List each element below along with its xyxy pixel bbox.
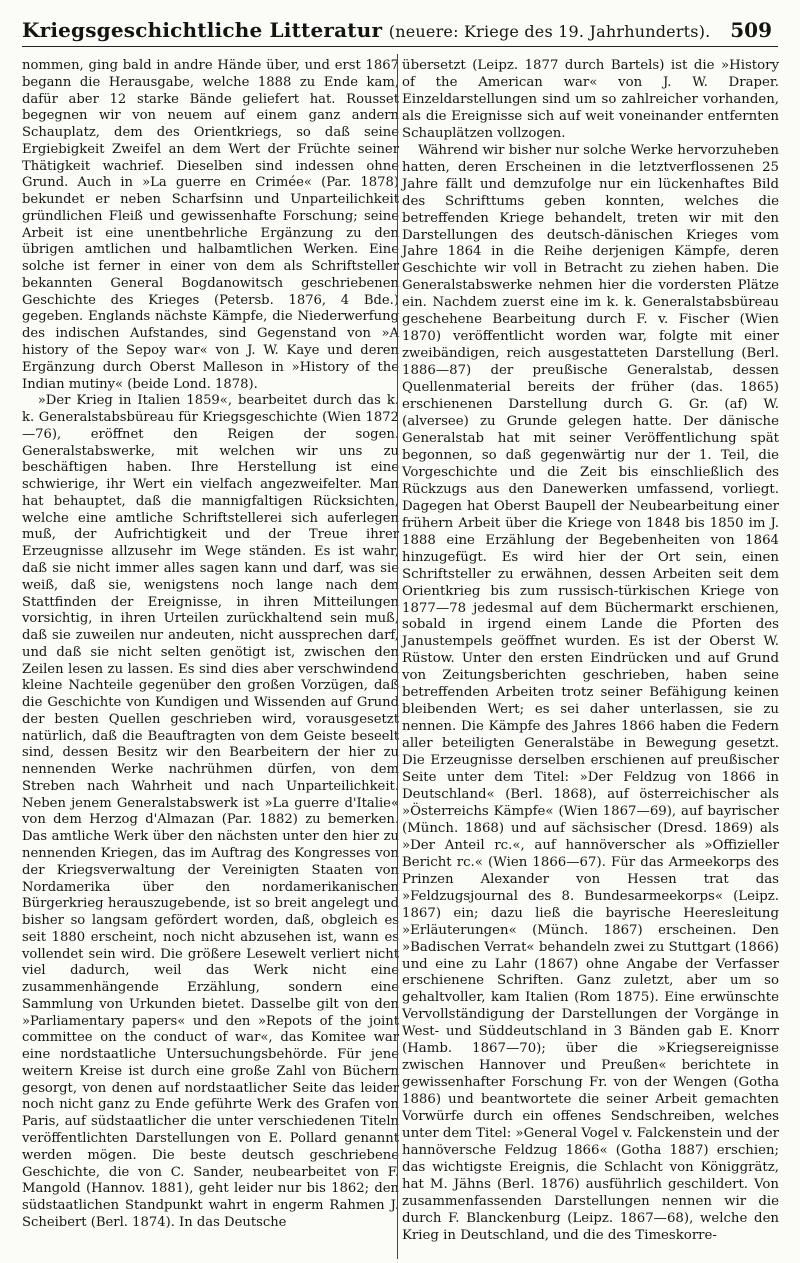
left-column (22, 58, 399, 1232)
right-paragraph-2: Während wir bisher nur solche Werke hervorzuheben hatten, deren Erscheinen in die letztverflossenen 25 Jahre fällt und demzufolge nur ein lückenhaftes Bild des Schrifttums geben konnten, welches die betreffenden Kriege behandelt, treten wir mit den Darstellungen des deutsch-dänischen Krieges vom Jahre 1864 in die Reihe derjenigen Kämpfe, deren Geschichte wir voll in Betracht zu ziehen haben. Die Generalstabswerke nehmen hier die vordersten Plätze ein. Nachdem zuerst eine im k. k. Generalstabsbüreau geschehene Bearbeitung durch F. v. Fischer (Wien 1870) veröffentlicht worden war, folgte mit einer zweibändigen, reich ausgestatteten Darstellung (Berl. 1886—87) der preußische Generalstab, dessen Quellenmaterial bereits der früher (das. 1865) erschienenen Darstellung durch G. Gr. (af) W. (alversee) zu Grunde gelegen hatte. Der dänische Generalstab hat mit seiner Veröffentlichung spät begonnen, so daß gegenwärtig nur der 1. Teil, die Vorgeschichte und die Zeit bis einschließlich des Rückzugs aus den Danewerken umfassend, vorliegt. Dagegen hat Oberst Baupell der Neubearbeitung einer frühern Arbeit über die Kriege von 1848 bis 1850 im J. 1888 eine Erzählung der Begebenheiten von 1864 hinzugefügt. Es wird hier der Ort sein, einen Schriftsteller zu erwähnen, dessen Arbeiten seit dem Orientkrieg bis zum russisch-türkischen Kriege von 1877—78 jedesmal auf dem Büchermarkt erschienen, sobald in irgend einem Lande die Pforten des Janustempels geöffnet wurden. Es ist der Oberst W. Rüstow. Unter den ersten Eindrücken und auf Grund von Zeitungsberichten geschrieben, haben seine betreffenden Arbeiten trotz seiner Befähigung keinen bleibenden Wert; es sei daher unterlassen, sie zu nennen. Die Kämpfe des Jahres 1866 haben die Federn aller beteiligten Generalstäbe in Bewegung gesetzt. Die Erzeugnisse derselben erschienen auf preußischer Seite unter dem Titel: »Der Feldzug von 1866 in Deutschland« (Berl. 1868), auf österreichischer als »Österreichs Kämpfe« (Wien 1867—69), auf bayrischer (Münch. 1868) und auf sächsischer (Dresd. 1869) als »Der Anteil rc.«, auf hannöverscher als »Offizieller Bericht rc.« (Wien 1866—67). Für das Armeekorps des Prinzen Alexander von Hessen trat das »Feldzugsjournal des 8. Bundesarmeekorps« (Leipz. 1867) ein; dazu ließ die bayrische Heeresleitung »Erläuterungen« (Münch. 1867) erscheinen. Den »Badischen Verrat« behandeln zwei zu Stuttgart (1866) und eine zu Lahr (1867) ohne Angabe der Verfasser erschienene Schriften. Ganz zuletzt, aber um so gehaltvoller, kam Italien (Rom 1875). Eine erwünschte Vervollständigung der Darstellungen der Vorgänge in West- und Süddeutschland in 3 Bänden gab E. Knorr (Hamb. 1867—70); über die »Kriegsereignisse zwischen Hannover und Preußen« berichtete in gewissenhafter Forschung Fr. von der Wengen (Gotha 1886) und beantwortete die seiner Arbeit gemachten Vorwürfe durch ein offenes Sendschreiben, welches unter dem Titel: »General Vogel v. Falckenstein und der hannöversche Feldzug 1866« (Gotha 1887) erschien; das wichtigste Ereignis, die Schlacht von Königgrätz, hat M. Jähns (Berl. 1876) ausführlich geschildert. Von zusammenfassenden Darstellungen nennen wir die durch F. Blanckenburg (Leipz. 1867—68), welche den Krieg in Deutschland, und die des Timeskorre- (402, 142, 780, 1243)
right-paragraph-1: übersetzt (Leipz. 1877 durch Bartels) ist die »History of the American war« von J. W. Draper. Einzeldarstellungen sind um so zahlreicher vorhanden, als die Ereignisse sich auf weit voneinander entfernten Schauplätzen vollzogen. (402, 58, 779, 141)
running-title (22, 18, 711, 42)
page-number: 509 (730, 18, 772, 42)
running-title-main: Kriegsgeschichtliche Litteratur (22, 18, 383, 42)
running-head (22, 10, 778, 47)
right-column (402, 58, 779, 1245)
column-divider (397, 54, 398, 1259)
left-paragraph-1: nommen, ging bald in andre Hände über, und erst 1867 begann die Herausgabe, welche 1888 zu Ende kam, dafür aber 12 starke Bände geliefert hat. Rousset begegnen wir von neuem auf einem ganz andern Schauplatz, dem des Orientkriegs, so daß seine Ergiebigkeit Zweifel an dem Wert der Früchte seiner Thätigkeit wachrief. Dieselben sind indessen ohne Grund. Auch in »La guerre en Crimée« (Par. 1878) bekundet er neben Scharfsinn und Unparteilichkeit gründlichen Fleiß und gewissenhafte Forschung; seine Arbeit ist eine unentbehrliche Ergänzung zu den übrigen amtlichen und halbamtlichen Werken. Eine solche ist ferner in einer von dem als Schriftsteller bekannten General Bogdanowitsch geschriebenen Geschichte des Krieges (Petersb. 1876, 4 Bde.) gegeben. Englands nächste Kämpfe, die Niederwerfung des indischen Aufstandes, sind Gegenstand von »A history of the Sepoy war« von J. W. Kaye und deren Ergänzung durch Oberst Malleson in »History of the Indian mutiny« (beide Lond. 1878). (22, 58, 399, 392)
left-paragraph-2: »Der Krieg in Italien 1859«, bearbeitet durch das k. k. Generalstabsbüreau für Kriegsgeschichte (Wien 1872—76), eröffnet den Reigen der sogen. Generalstabswerke, mit welchen wir uns zu beschäftigen haben. Ihre Herstellung ist eine schwierige, ihr Wert ein vielfach angezweifelter. Man hat behauptet, daß die mannigfaltigen Rücksichten, welche eine amtliche Schriftstellerei sich auferlegen muß, der Aufrichtigkeit und der Treue ihrer Erzeugnisse allzusehr im Wege ständen. Es ist wahr, daß sie nicht immer alles sagen kann und darf, was sie weiß, daß sie, wenigstens noch lange nach dem Stattfinden der Ereignisse, in ihren Mitteilungen vorsichtig, in ihren Urteilen zurückhaltend sein muß, daß sie zuweilen nur andeuten, nicht aussprechen darf, und daß sie nicht selten genötigt ist, zwischen den Zeilen lesen zu lassen. Es sind dies aber verschwindend kleine Nachteile gegenüber den großen Vorzügen, daß die Geschichte von Kundigen und Wissenden auf Grund der besten Quellen geschrieben wird, vorausgesetzt natürlich, daß die Beauftragten von dem Geiste beseelt sind, dessen Besitz wir den Bearbeitern der hier zu nennenden Werke nachrühmen dürfen, von dem Streben nach Wahrheit und nach Unparteilichkeit. Neben jenem Generalstabswerk ist »La guerre d'Italie« von dem Herzog d'Almazan (Par. 1882) zu bemerken. Das amtliche Werk über den nächsten unter den hier zu nennenden Kriegen, das im Auftrag des Kongresses von der Kriegsverwaltung der Vereinigten Staaten von Nordamerika über den nordamerikanischen Bürgerkrieg herauszugebende, ist so breit angelegt und bisher so langsam gefördert worden, daß, obgleich es seit 1880 erscheint, noch nicht abzusehen ist, wann es vollendet sein wird. Die größere Lesewelt verliert nicht viel dadurch, weil das Werk nicht eine zusammenhängende Erzählung, sondern eine Sammlung von Urkunden bietet. Dasselbe gilt von den »Parliamentary papers« und den »Repots of the joint committee on the conduct of war«, das Komitee war eine nordstaatliche Untersuchungsbehörde. Für jene weitern Kreise ist durch eine große Zahl von Büchern gesorgt, von denen auf nordstaatlicher Seite das leider noch nicht ganz zu Ende geführte Werk des Grafen von Paris, auf südstaatlicher die unter verschiedenen Titeln veröffentlichten Darstellungen von E. Pollard genannt werden mögen. Die beste deutsch geschriebene Geschichte, die von C. Sander, neubearbeitet von F. Mangold (Hannov. 1881), geht leider nur bis 1862; den südstaatlichen Standpunkt wahrt in engerm Rahmen J. Scheibert (Berl. 1874). In das Deutsche (22, 393, 399, 1230)
running-title-subtitle: (neuere: Kriege des 19. Jahrhunderts). (388, 22, 711, 41)
